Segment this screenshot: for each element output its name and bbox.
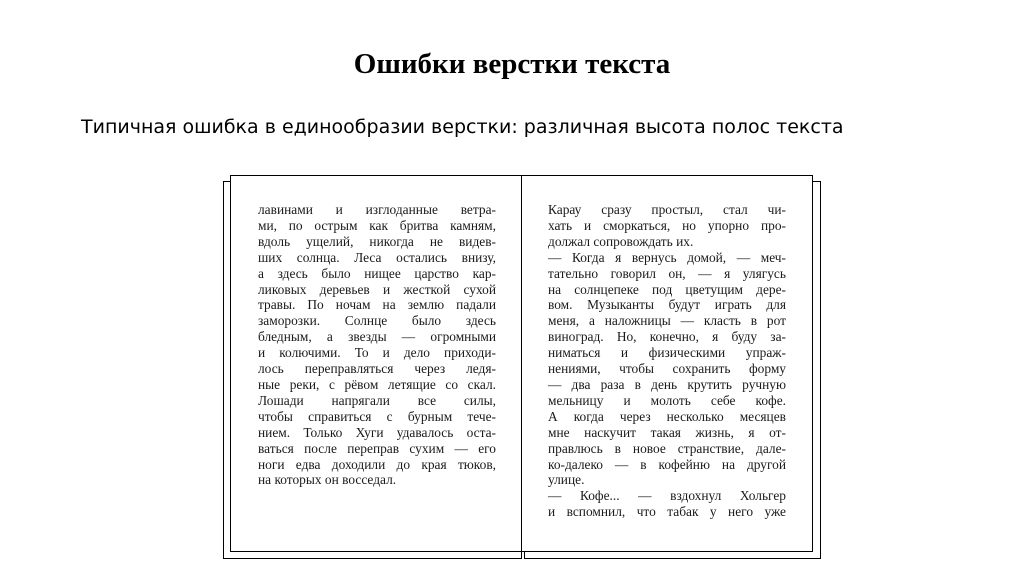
left-page-text	[258, 202, 496, 488]
text-line: нениями, чтобы сохранить форму	[548, 361, 786, 377]
text-line: и вспомнил, что табак у него уже	[548, 504, 786, 520]
text-line: нием. Только Хуги удавалось оста-	[258, 424, 496, 440]
text-line: лавинами и изглоданные ветра-	[258, 202, 496, 217]
text-line: ми, по острым как бритва камням,	[258, 217, 496, 233]
text-line: меня, а наложницы — класть в рот	[548, 313, 786, 329]
text-line: мне наскучит такая жизнь, я от-	[548, 424, 786, 440]
text-line: ликовых деревьев и жесткой сухой	[258, 281, 496, 297]
text-line: и колючими. То и дело приходи-	[258, 345, 496, 361]
text-line: на которых он восседал.	[258, 472, 397, 488]
slide-subtitle: Типичная ошибка в единообразии верстки: различная высота полос текста	[81, 116, 844, 138]
text-line: лось переправляться через ледя-	[258, 361, 496, 377]
text-line: вдоль ущелий, никогда не видев-	[258, 233, 496, 249]
text-line: — два раза в день крутить ручную	[548, 376, 786, 392]
text-line: ваться после переправ сухим — его	[258, 440, 496, 456]
text-line: виноград. Но, конечно, я буду за-	[548, 329, 786, 345]
text-line: улице.	[548, 472, 585, 488]
text-line: Лошади напрягали все силы,	[258, 392, 496, 408]
text-line: вом. Музыканты будут играть для	[548, 297, 786, 313]
text-line: заморозки. Солнце было здесь	[258, 313, 496, 329]
text-line: чтобы справиться с бурным тече-	[258, 408, 496, 424]
text-line: Карау сразу простыл, стал чи-	[548, 202, 786, 217]
text-line: а здесь было нищее царство кар-	[258, 265, 496, 281]
right-page-text	[548, 202, 786, 520]
text-line: тательно говорил он, — я улягусь	[548, 265, 786, 281]
text-line: — Кофе... — вздохнул Хольгер	[548, 488, 786, 504]
text-line: травы. По ночам на землю падали	[258, 297, 496, 313]
text-line: — Когда я вернусь домой, — меч-	[548, 249, 786, 265]
text-line: на солнцепеке под цветущим дере-	[548, 281, 786, 297]
text-line: ниматься и физическими упраж-	[548, 345, 786, 361]
text-line: А когда через несколько месяцев	[548, 408, 786, 424]
text-line: ные реки, с рёвом летящие со скал.	[258, 376, 496, 392]
text-line: мельницу и молоть себе кофе.	[548, 392, 786, 408]
text-line: правлюсь в новое странствие, дале-	[548, 440, 786, 456]
text-line: бледным, а звезды — огромными	[258, 329, 496, 345]
text-line: ноги едва доходили до края тюков,	[258, 456, 496, 472]
text-line: хать и сморкаться, но упорно про-	[548, 217, 786, 233]
slide-title: Ошибки верстки текста	[353, 48, 671, 80]
text-line: должал сопровождать их.	[548, 233, 694, 249]
text-line: ших солнца. Леса остались внизу,	[258, 249, 496, 265]
text-line: ко-далеко — в кофейню на другой	[548, 456, 786, 472]
